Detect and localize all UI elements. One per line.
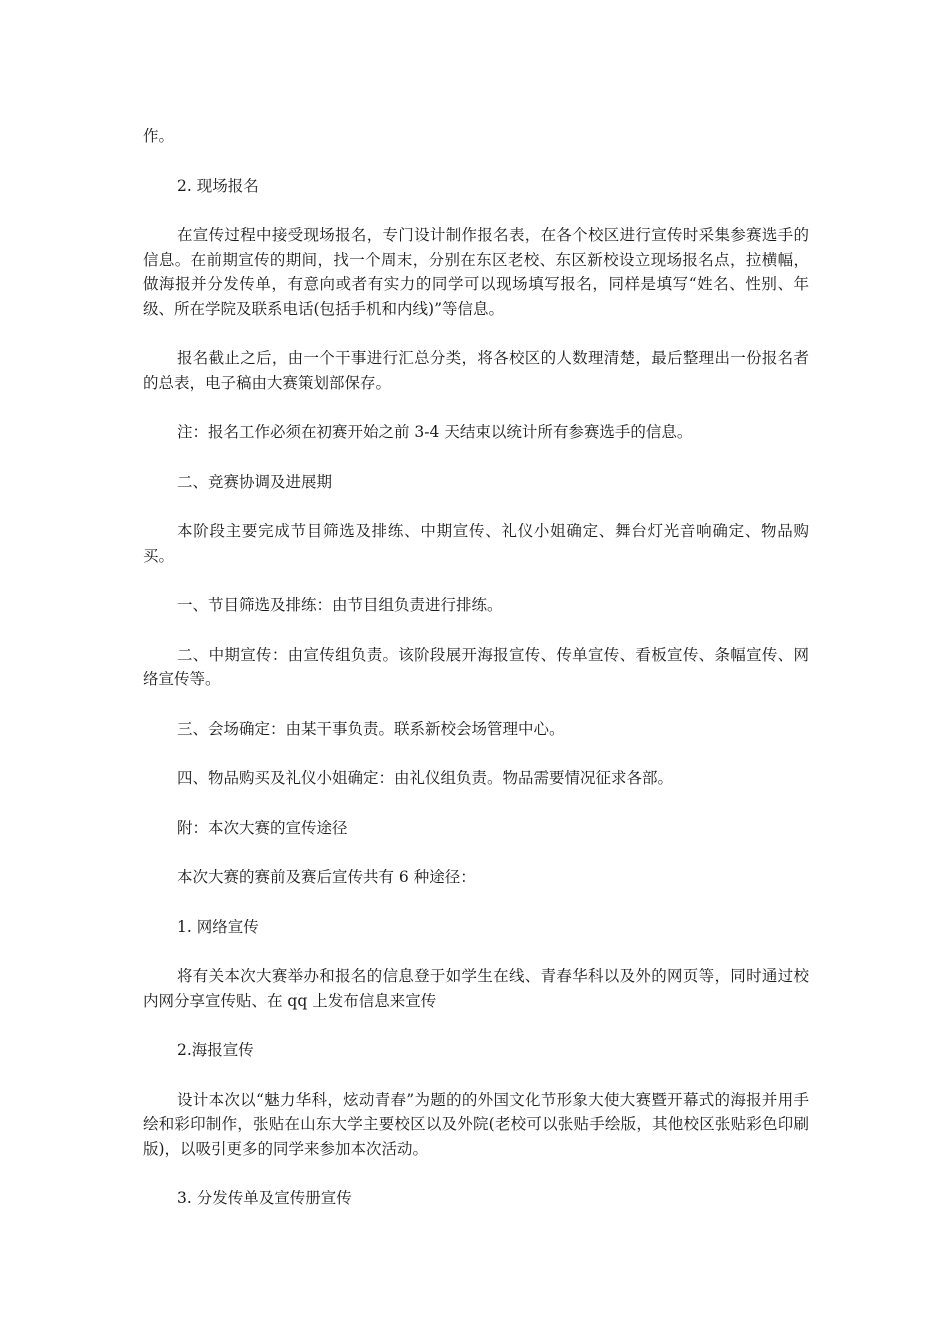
list-item-midterm-publicity: 二、中期宣传：由宣传组负责。该阶段展开海报宣传、传单宣传、看板宣传、条幅宣传、网络宣传等。 [143,645,809,688]
paragraph-publicity-channels: 本次大赛的赛前及赛后宣传共有 6 种途径： [177,868,476,886]
document-body [143,124,809,1236]
list-item-program-rehearsal: 一、节目筛选及排练：由节目组负责进行排练。 [177,596,503,614]
section-heading-online-publicity: 1. 网络宣传 [177,917,259,936]
section-heading-onsite-registration: 2. 现场报名 [177,176,259,195]
list-item-purchasing-etiquette: 四、物品购买及礼仪小姐确定：由礼仪组负责。物品需要情况征求各部。 [177,769,674,787]
list-item-venue: 三、会场确定：由某干事负责。联系新校会场管理中心。 [177,719,565,738]
paragraph-stage-overview: 本阶段主要完成节目筛选及排练、中期宣传、礼仪小姐确定、舞台灯光音响确定、物品购买。 [143,522,809,565]
section-heading-flyer-publicity: 3. 分发传单及宣传册宣传 [177,1189,352,1207]
paragraph-note: 注：报名工作必须在初赛开始之前 3-4 天结束以统计所有参赛选手的信息。 [177,423,693,441]
section-heading-poster-publicity: 2.海报宣传 [177,1041,254,1059]
section-heading-appendix: 附：本次大赛的宣传途径 [177,818,348,837]
paragraph-registration-summary: 报名截止之后，由一个干事进行汇总分类，将各校区的人数理清楚，最后整理出一份报名者的总表，电子稿由大赛策划部保存。 [143,349,809,392]
paragraph-online-publicity: 将有关本次大赛举办和报名的信息登于如学生在线、青春华科以及外的网页等，同时通过校内网分享宣传贴、在 qq 上发布信息来宣传 [143,967,809,1010]
paragraph-continuation: 作。 [143,127,175,145]
paragraph-poster-publicity: 设计本次以“魅力华科，炫动青春”为题的的外国文化节形象大使大赛暨开幕式的海报并用手绘和彩印制作，张贴在山东大学主要校区以及外院(老校可以张贴手绘版，其他校区张贴彩色印刷版)，以吸引更多的同学来参加本次活动。 [143,1090,809,1158]
paragraph-onsite-registration: 在宣传过程中接受现场报名，专门设计制作报名表，在各个校区进行宣传时采集参赛选手的信息。在前期宣传的期间，找一个周末，分别在东区老校、东区新校设立现场报名点，拉横幅，做海报并分发传单，有意向或者有实力的同学可以现场填写报名，同样是填写“姓名、性别、年级、所在学院及联系电话(包括手机和内线)”等信息。 [143,226,809,318]
section-heading-coordination: 二、竞赛协调及进展期 [177,472,333,491]
